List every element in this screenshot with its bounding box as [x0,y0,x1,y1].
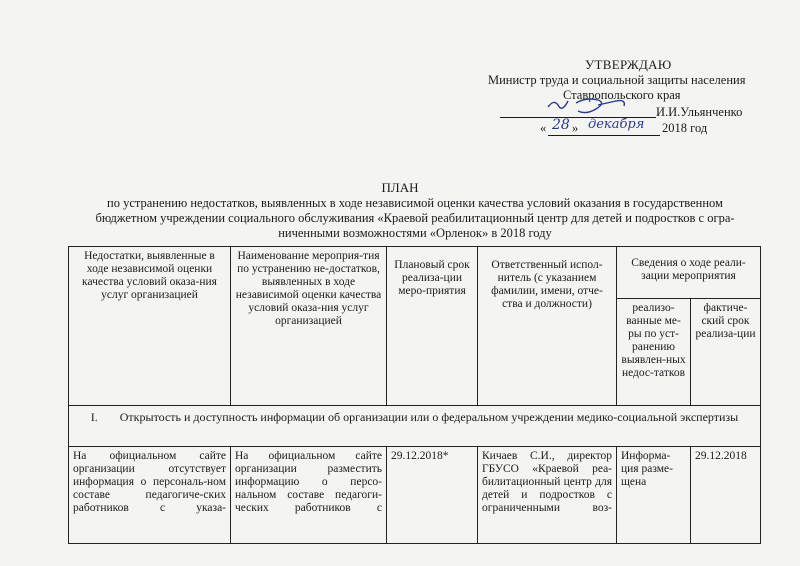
date-underline [548,135,660,136]
header-planned-deadline: Плановый срок реализа-ции меро-приятия [387,247,478,406]
date-month: декабря [588,117,645,132]
row-deficiency: На официальном сайте организации отсутствует информация о персональ-ном составе педагогиче-ских работников с указа- [69,447,231,544]
header-row [69,247,761,299]
plan-table [68,246,761,544]
row-actual-deadline: 29.12.2018 [691,447,761,544]
header-deficiencies: Недостатки, выявленные в ходе независимой оценки качества условий оказа-ния услуг организацией [69,247,231,406]
section-number: I. [90,410,98,424]
header-progress-group: Сведения о ходе реали-зации мероприятия [617,247,761,299]
date-year: 2018 год [662,121,708,135]
header-measures: Наименование мероприя-тия по устранению не-достатков, выявленных в ходе независимой оценки качества условий оказа-ния услуг организацией [231,247,387,406]
row-planned-deadline: 29.12.2018* [387,447,478,544]
date-day: 28 [552,117,570,133]
section-row [69,406,761,447]
header-responsible: Ответственный испол-нитель (с указанием фамилии, имени, отче-ства и должности) [478,247,617,406]
row-responsible: Кичаев С.И., директор ГБУСО «Краевой реа-билитационный центр для детей и подростков с ограниченными воз- [478,447,617,544]
row-implemented-measures: Информа-ция разме-щена [617,447,691,544]
section-heading [69,406,761,447]
header-implemented-measures: реализо-ванные ме-ры по уст-ранению выявлен-ных недос-татков [617,299,691,406]
signature-icon [518,93,654,117]
approval-name: И.И.Ульянченко [656,105,743,119]
header-actual-deadline: фактиче-ский срок реализа-ции [691,299,761,406]
plan-line3: ниченными возможностями «Орленок» в 2018 году [278,226,552,240]
table-row [69,447,761,544]
date-close-quote: » [572,121,579,135]
plan-line2: бюджетном учреждении социального обслуживания «Краевой реабилитационный центр для детей и подростков с огра- [95,211,735,225]
plan-title: ПЛАН [381,180,419,195]
plan-description [60,196,770,241]
section-title: Открытость и доступность информации об организации или о федеральном учреждении медико-социальной экспертизы [119,410,739,424]
row-measure: На официальном сайте организации разместить информацию о персо-нальном составе педагоги-ческих работников с [231,447,387,544]
approval-position-line2: Ставропольского края [563,88,681,102]
approval-position-line1: Министр труда и социальной защиты населения [488,73,746,87]
plan-line1: по устранению недостатков, выявленных в ходе независимой оценки качества условий оказания в государственном [107,196,723,210]
date-open-quote: « [540,121,547,135]
approval-title: УТВЕРЖДАЮ [585,57,672,72]
